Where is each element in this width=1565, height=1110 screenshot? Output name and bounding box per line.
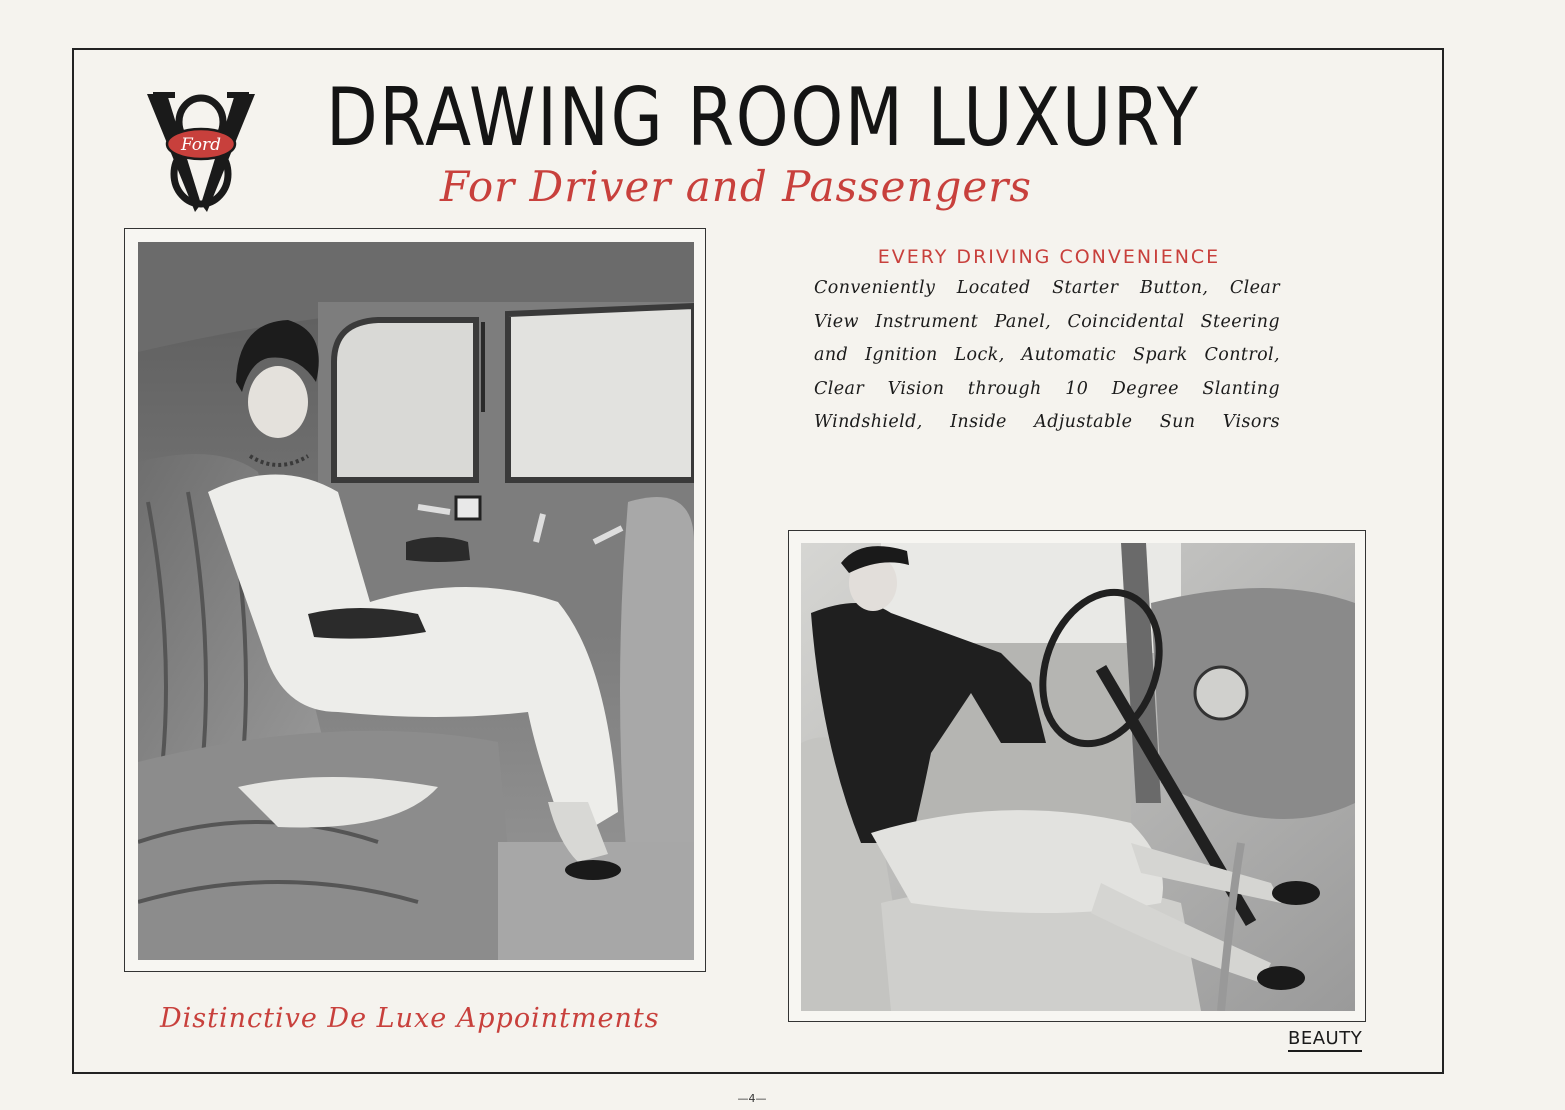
page-title: DRAWING ROOM LUXURY <box>326 71 1200 164</box>
feature-line: Conveniently Located Starter Button, Clear <box>814 278 1280 298</box>
rear-seat-photo <box>124 228 706 972</box>
section-tag: BEAUTY <box>1288 1028 1362 1052</box>
feature-line: View Instrument Panel, Coincidental Steering <box>814 311 1280 332</box>
rear-seat-illustration <box>138 242 694 960</box>
feature-line: Clear Vision through 10 Degree Slanting <box>814 378 1280 399</box>
feature-heading: EVERY DRIVING CONVENIENCE <box>877 246 1221 268</box>
ford-v8-logo-icon <box>145 88 257 216</box>
driver-seat-illustration <box>801 543 1355 1011</box>
feature-line: Windshield, Inside Adjustable Sun Visors <box>814 412 1280 432</box>
ford-badge-text: Ford <box>180 135 222 155</box>
page-number: —4— <box>737 1092 767 1105</box>
rear-seat-photo-image <box>138 242 694 960</box>
driver-seat-photo-image <box>801 543 1355 1011</box>
feature-line: and Ignition Lock, Automatic Spark Control, <box>814 345 1280 365</box>
page-subtitle: For Driver and Passengers <box>440 162 1032 211</box>
photo-caption: Distinctive De Luxe Appointments <box>160 1003 660 1034</box>
driver-seat-photo <box>788 530 1366 1022</box>
feature-text <box>814 272 1280 440</box>
